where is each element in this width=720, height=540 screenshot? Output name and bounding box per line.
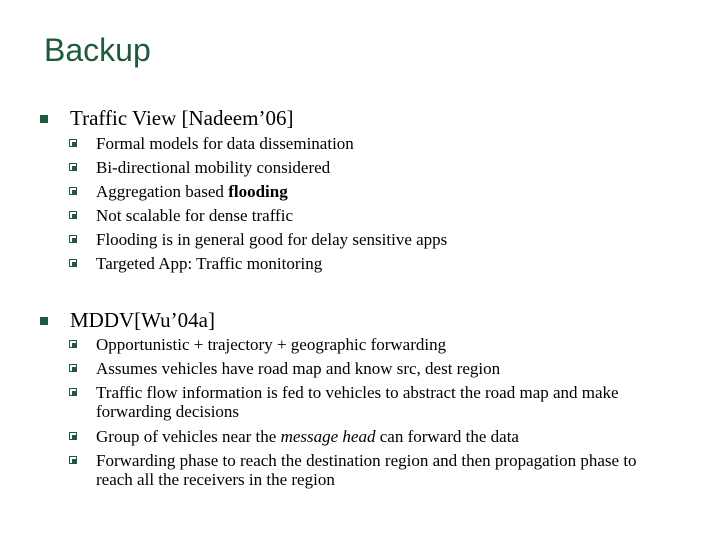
hollow-square-icon bbox=[69, 259, 77, 267]
list-item-text: Targeted App: Traffic monitoring bbox=[96, 254, 323, 273]
list-item-text: Traffic flow information is fed to vehicles to abstract the road map and make forwarding decisions bbox=[96, 383, 619, 421]
hollow-square-icon bbox=[69, 432, 77, 440]
list-item-text: Forwarding phase to reach the destination region and then propagation phase to reach all the receivers in the region bbox=[96, 451, 637, 489]
hollow-square-icon bbox=[69, 456, 77, 464]
list-item-text: Assumes vehicles have road map and know src, dest region bbox=[96, 359, 501, 378]
list-item-text: Bi-directional mobility considered bbox=[96, 158, 331, 177]
list-item-text: Not scalable for dense traffic bbox=[96, 206, 293, 225]
list-item-text-italic: message head bbox=[280, 427, 376, 446]
hollow-square-icon bbox=[69, 187, 77, 195]
list-item-text-bold: flooding bbox=[228, 182, 288, 201]
hollow-square-icon bbox=[69, 388, 77, 396]
hollow-square-icon bbox=[69, 211, 77, 219]
list-item-text bbox=[96, 182, 288, 201]
filled-square-icon bbox=[40, 317, 48, 325]
list-item-text bbox=[96, 427, 519, 446]
list-item-text-plain: Group of vehicles near the bbox=[96, 427, 281, 446]
list-item-text-plain: Aggregation based bbox=[96, 182, 229, 201]
hollow-square-icon bbox=[69, 235, 77, 243]
hollow-square-icon bbox=[69, 163, 77, 171]
page-title: Backup bbox=[44, 32, 151, 68]
list-item-text: Formal models for data dissemination bbox=[96, 134, 354, 153]
section-heading-text: MDDV[Wu’04a] bbox=[70, 308, 215, 332]
filled-square-icon bbox=[40, 115, 48, 123]
hollow-square-icon bbox=[69, 364, 77, 372]
section-heading-text: Traffic View [Nadeem’06] bbox=[70, 106, 294, 130]
hollow-square-icon bbox=[69, 340, 77, 348]
list-item-text: Flooding is in general good for delay sensitive apps bbox=[96, 230, 448, 249]
hollow-square-icon bbox=[69, 139, 77, 147]
list-item-text-plain: can forward the data bbox=[375, 427, 519, 446]
list-item-text: Opportunistic + trajectory + geographic forwarding bbox=[96, 335, 447, 354]
